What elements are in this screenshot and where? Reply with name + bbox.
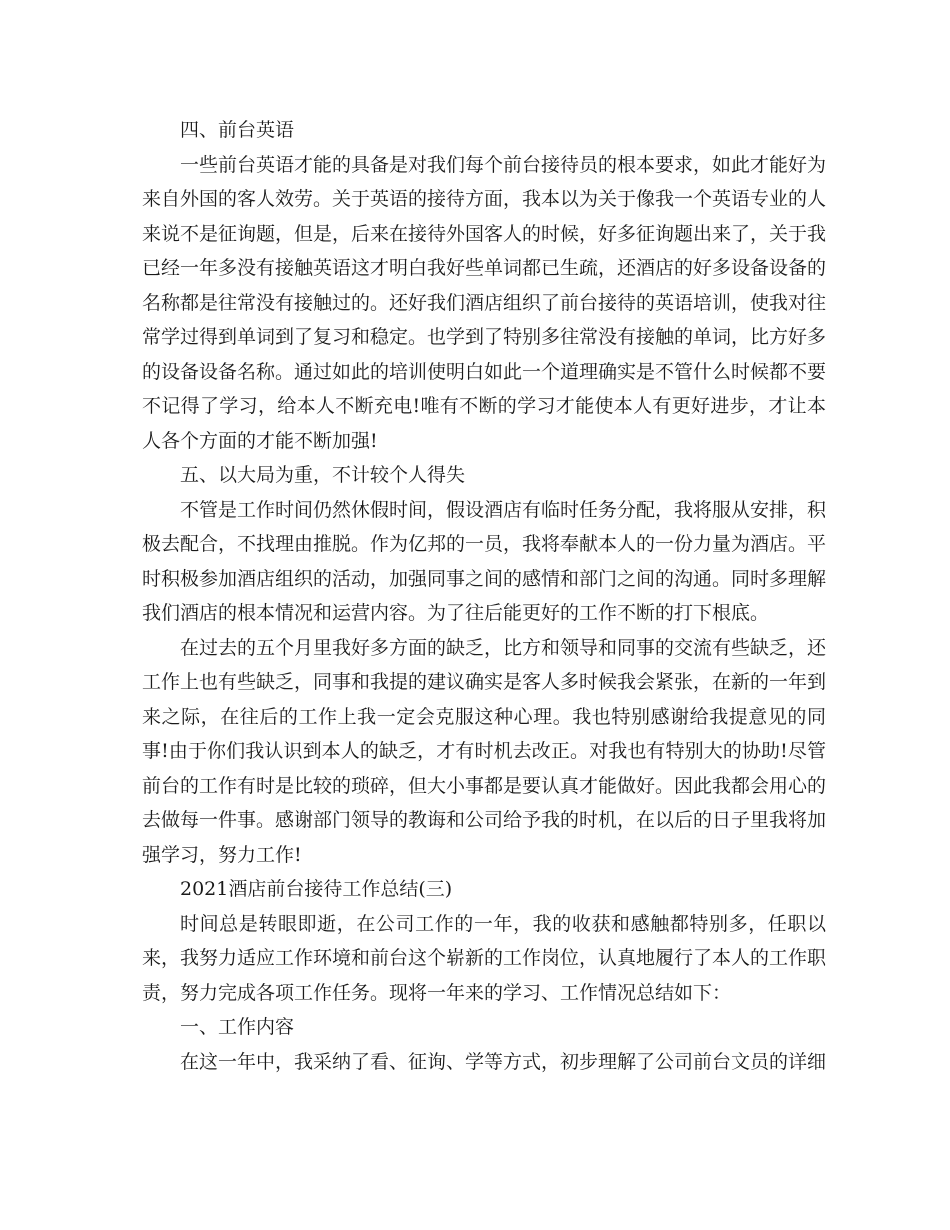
section-heading-big-picture: 五、以大局为重，不计较个人得失	[180, 464, 466, 486]
paragraph-work-content: 在这一年中，我采纳了看、征询、学等方式，初步理解了公司前台文员的详细	[180, 1050, 827, 1073]
section-title-summary-three: 2021酒店前台接待工作总结(三)	[180, 878, 453, 900]
paragraph-english-skills: 一些前台英语才能的具备是对我们每个前台接待员的根本要求，如此才能好为来自外国的客人效劳。关于英语的接待方面，我本以为关于像我一个英语专业的人来说不是征询题，但是，后来在接待外国客人的时候，好多征询题出来了，关于我已经一年多没有接触英语这才明白我好些单词都已生疏，还酒店的好多设备设备的名称都是往常没有接触过的。还好我们酒店组织了前台接待的英语培训，使我对往常学过得到单词到了复习和稳定。也学到了特别多往常没有接触的单词，比方好多的设备设备名称。通过如此的培训使明白如此一个道理确实是不管什么时候都不要不记得了学习，给本人不断充电!唯有不断的学习才能使本人有更好进步，才让本人各个方面的才能不断加强!	[142, 153, 827, 452]
paragraph-year-overview: 时间总是转眼即逝，在公司工作的一年，我的收获和感触都特别多，任职以来，我努力适应工作环境和前台这个崭新的工作岗位，认真地履行了本人的工作职责，努力完成各项工作任务。现将一年来的学习、工作情况总结如下：	[142, 912, 827, 1004]
paragraph-cooperation: 不管是工作时间仍然休假时间，假设酒店有临时任务分配，我将服从安排，积极去配合，不找理由推脱。作为亿邦的一员，我将奉献本人的一份力量为酒店。平时积极参加酒店组织的活动，加强同事之间的感情和部门之间的沟通。同时多理解我们酒店的根本情况和运营内容。为了往后能更好的工作不断的打下根底。	[142, 498, 827, 624]
paragraph-shortcomings: 在过去的五个月里我好多方面的缺乏，比方和领导和同事的交流有些缺乏，还工作上也有些缺乏，同事和我提的建议确实是客人多时候我会紧张，在新的一年到来之际，在往后的工作上我一定会克服这种心理。我也特别感谢给我提意见的同事!由于你们我认识到本人的缺乏，才有时机去改正。对我也有特别大的协助!尽管前台的工作有时是比较的琐碎，但大小事都是要认真才能做好。因此我都会用心的去做每一件事。感谢部门领导的教诲和公司给予我的时机，在以后的日子里我将加强学习，努力工作!	[142, 636, 827, 866]
document-body	[142, 113, 826, 1079]
section-heading-front-desk-english: 四、前台英语	[180, 119, 295, 141]
section-heading-work-content: 一、工作内容	[180, 1016, 295, 1038]
